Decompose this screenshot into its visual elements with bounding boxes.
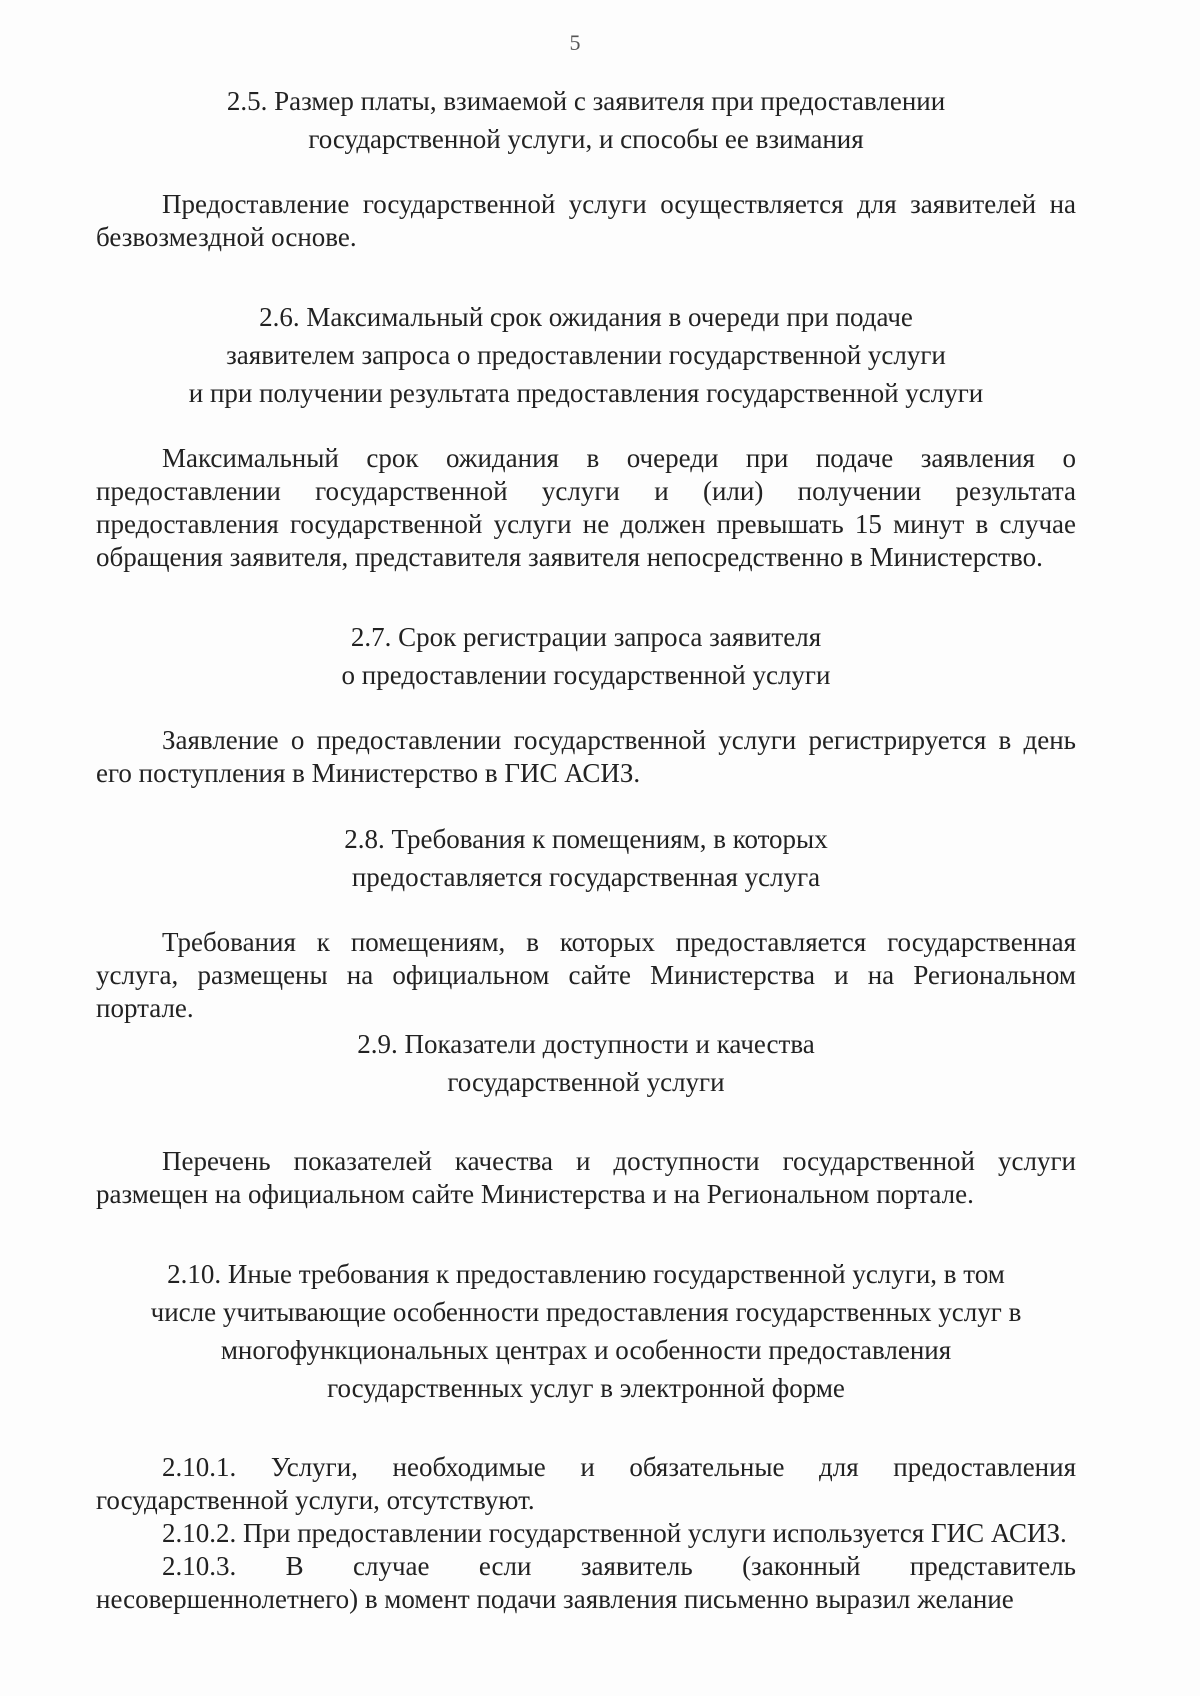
section-paragraph: Требования к помещениям, в которых предоставляется государственная услуга, размещены на официальном сайте Министерства и на Региональном портале. [96,927,1076,1023]
section-paragraph: Предоставление государственной услуги осуществляется для заявителей на безвозмездной основе. [96,189,1076,252]
section-heading-2-5: 2.5. Размер платы, взимаемой с заявителя при предоставлении государственной услуги, и способы ее взимания [226,86,946,154]
section-paragraph: 2.10.1. Услуги, необходимые и обязательные для предоставления государственной услуги, отсутствуют. [96,1452,1076,1515]
section-paragraph: 2.10.2. При предоставлении государственной услуги используется ГИС АСИЗ. [162,1518,1067,1548]
page-number: 5 [569,30,581,55]
section-paragraph: Перечень показателей качества и доступности государственной услуги размещен на официальном сайте Министерства и на Региональном портале. [96,1146,1076,1209]
section-heading-2-10: 2.10. Иные требования к предоставлению государственной услуги, в том числе учитывающие особенности предоставления государственных услуг в многофункциональных центрах и особенности предоставления государственных услуг в электронной форме [150,1259,1022,1403]
section-paragraph: Максимальный срок ожидания в очереди при подаче заявления о предоставлении государственной услуги и (или) получении результата предоставления государственной услуги не должен превышать 15 минут в случае обращения заявителя, представителя заявителя непосредственно в Министерство. [96,443,1076,572]
section-heading-2-8: 2.8. Требования к помещениям, в которых предоставляется государственная услуга [344,824,828,892]
section-heading-2-7: 2.7. Срок регистрации запроса заявителя о предоставлении государственной услуги [341,622,831,690]
section-heading-2-6: 2.6. Максимальный срок ожидания в очереди при подаче заявителем запроса о предоставлении государственной услуги и при получении результата предоставления государственной услуги [188,302,984,408]
document-body [96,82,1076,1616]
section-paragraph: Заявление о предоставлении государственной услуги регистрируется в день его поступления в Министерство в ГИС АСИЗ. [96,725,1076,788]
section-paragraph: 2.10.3. В случае если заявитель (законный представитель несовершеннолетнего) в момент подачи заявления письменно выразил желание [96,1551,1076,1614]
section-heading-2-9: 2.9. Показатели доступности и качества государственной услуги [357,1029,815,1097]
